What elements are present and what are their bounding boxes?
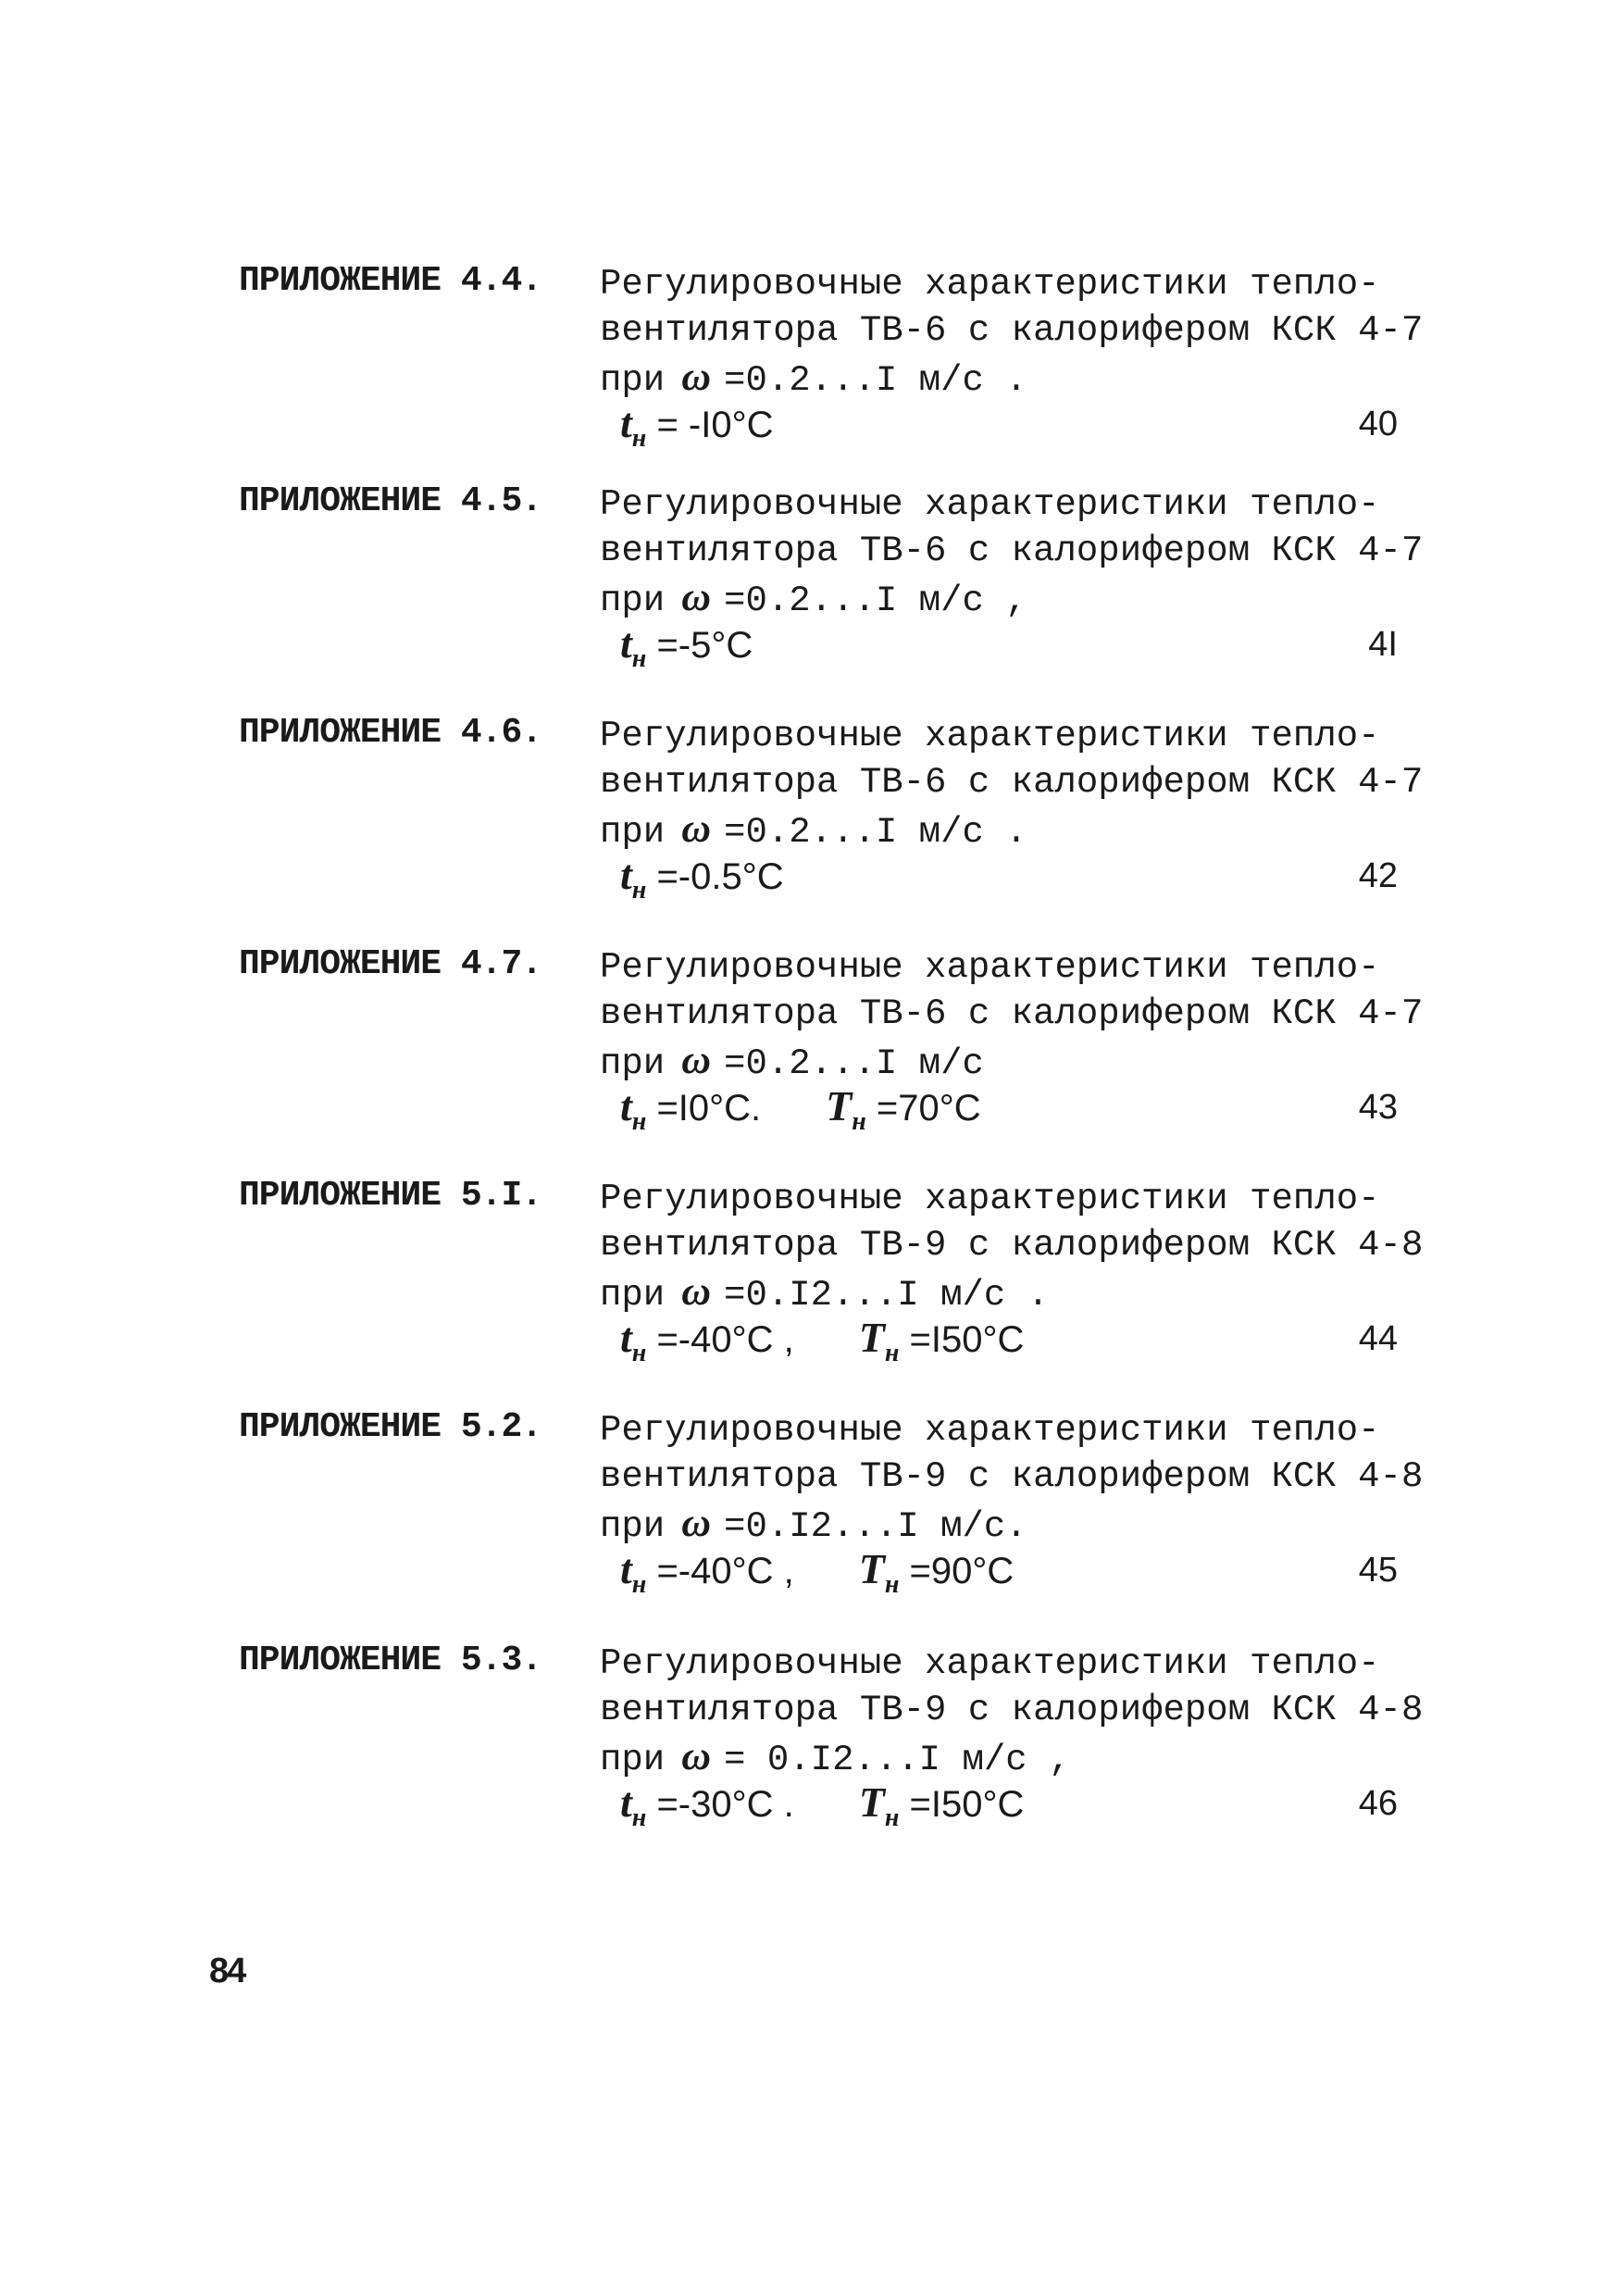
t-subscript: н	[631, 1339, 647, 1367]
omega-symbol: ω	[681, 1500, 712, 1545]
description-line-2: вентилятора ТВ-6 с калорифером КСК 4-7	[600, 310, 1424, 351]
page-number: 43	[1358, 1088, 1398, 1127]
condition-line	[600, 805, 1423, 852]
appendix-label: ПРИЛОЖЕНИЕ 5.3.	[239, 1641, 542, 1680]
T-subscript: н	[852, 1107, 866, 1136]
description-line-2: вентилятора ТВ-6 с калорифером КСК 4-7	[600, 762, 1424, 803]
t-value: = -I0°C	[646, 405, 774, 445]
page-number: 45	[1358, 1551, 1398, 1590]
description-line-2: вентилятора ТВ-9 с калорифером КСК 4-8	[600, 1690, 1424, 1730]
t-symbol: t	[620, 1778, 632, 1826]
speed-range: =0.I2...I м/с.	[724, 1506, 1027, 1547]
t-subscript: н	[631, 876, 647, 905]
entry-description	[600, 944, 1424, 1136]
omega-symbol: ω	[681, 1268, 712, 1314]
T-symbol: T	[858, 1545, 885, 1592]
t-symbol: t	[620, 1314, 632, 1361]
omega-symbol: ω	[681, 1733, 712, 1778]
t-value: =-30°C .	[646, 1784, 794, 1825]
temperature-line	[600, 399, 1423, 453]
T-symbol: T	[858, 1314, 885, 1361]
T-subscript: н	[884, 1570, 900, 1599]
condition-line	[600, 1268, 1423, 1315]
t-symbol: t	[620, 1082, 632, 1129]
t-value: =I0°C.	[646, 1088, 762, 1129]
t-symbol: t	[620, 1545, 632, 1592]
t-value: =-40°C ,	[646, 1551, 794, 1591]
speed-range: = 0.I2...I м/с ,	[724, 1740, 1071, 1780]
description-line-2: вентилятора ТВ-9 с калорифером КСК 4-8	[600, 1225, 1424, 1266]
speed-range: =0.2...I м/с .	[724, 360, 1027, 401]
toc-entry-4-4	[0, 261, 1618, 453]
T-symbol: T	[826, 1082, 853, 1129]
entry-description	[600, 261, 1424, 453]
pri-word: при	[600, 360, 666, 401]
description-line-1: Регулировочные характеристики тепло-	[600, 1410, 1380, 1451]
description-line-2: вентилятора ТВ-6 с калорифером КСК 4-7	[600, 530, 1424, 571]
T-symbol: T	[858, 1778, 885, 1826]
toc-entry-5-1	[0, 1176, 1618, 1367]
temperature-line	[600, 1314, 1423, 1367]
description-line-1: Регулировочные характеристики тепло-	[600, 1179, 1380, 1219]
page-number: 44	[1358, 1319, 1398, 1358]
toc-entry-4-7	[0, 944, 1618, 1136]
speed-range: =0.2...I м/с	[724, 1043, 984, 1084]
toc-entry-4-6	[0, 713, 1618, 905]
t-symbol: t	[620, 399, 632, 446]
T-value: =I50°C	[899, 1319, 1025, 1360]
omega-symbol: ω	[681, 805, 712, 851]
condition-line	[600, 354, 1423, 400]
temperature-line	[600, 1082, 1423, 1136]
entry-description	[600, 481, 1424, 673]
t-value: =-0.5°C	[646, 856, 784, 897]
appendix-label: ПРИЛОЖЕНИЕ 4.4.	[239, 261, 542, 301]
T-subscript: н	[884, 1339, 900, 1367]
page-number: 4I	[1368, 625, 1398, 664]
description-line-2: вентилятора ТВ-6 с калорифером КСК 4-7	[600, 993, 1424, 1034]
temperature-line	[600, 851, 1423, 905]
speed-range: =0.2...I м/с ,	[724, 580, 1027, 621]
entry-description	[600, 713, 1424, 905]
entry-description	[600, 1641, 1424, 1832]
T-value: =I50°C	[899, 1784, 1025, 1825]
t-subscript: н	[631, 1803, 647, 1832]
temperature-line	[600, 619, 1423, 673]
temperature-line	[600, 1545, 1423, 1599]
condition-line	[600, 1037, 1423, 1083]
t-value: =-5°C	[646, 625, 753, 666]
appendix-label: ПРИЛОЖЕНИЕ 4.7.	[239, 944, 542, 984]
temperature-line	[600, 1778, 1423, 1832]
omega-symbol: ω	[681, 354, 712, 399]
t-value: =-40°C ,	[646, 1319, 794, 1360]
appendix-label: ПРИЛОЖЕНИЕ 4.6.	[239, 713, 542, 753]
pri-word: при	[600, 1275, 666, 1316]
T-value: =90°C	[899, 1551, 1014, 1591]
appendix-label: ПРИЛОЖЕНИЕ 5.2.	[239, 1407, 542, 1447]
t-subscript: н	[631, 1570, 647, 1599]
entry-description	[600, 1407, 1424, 1599]
page-number: 40	[1358, 405, 1398, 443]
toc-entry-5-2	[0, 1407, 1618, 1599]
appendix-label: ПРИЛОЖЕНИЕ 4.5.	[239, 481, 542, 521]
pri-word: при	[600, 1043, 666, 1084]
t-subscript: н	[631, 1107, 647, 1136]
condition-line	[600, 1500, 1423, 1546]
appendix-label: ПРИЛОЖЕНИЕ 5.I.	[239, 1176, 542, 1216]
condition-line	[600, 1733, 1423, 1779]
condition-line	[600, 574, 1423, 620]
t-symbol: t	[620, 619, 632, 667]
description-line-2: вентилятора ТВ-9 с калорифером КСК 4-8	[600, 1456, 1424, 1497]
T-subscript: н	[884, 1803, 900, 1832]
pri-word: при	[600, 1740, 666, 1780]
folio-page-number: 84	[209, 1952, 245, 1990]
t-subscript: н	[631, 644, 647, 673]
pri-word: при	[600, 580, 666, 621]
omega-symbol: ω	[681, 574, 712, 619]
pri-word: при	[600, 1506, 666, 1547]
T-value: =70°C	[865, 1088, 981, 1129]
description-line-1: Регулировочные характеристики тепло-	[600, 264, 1380, 305]
toc-entry-5-3	[0, 1641, 1618, 1832]
page-number: 46	[1358, 1784, 1398, 1823]
toc-entry-4-5	[0, 481, 1618, 673]
t-subscript: н	[631, 424, 647, 453]
omega-symbol: ω	[681, 1037, 712, 1082]
t-symbol: t	[620, 851, 632, 898]
speed-range: =0.I2...I м/с .	[724, 1275, 1050, 1316]
entry-description	[600, 1176, 1424, 1367]
pri-word: при	[600, 812, 666, 853]
description-line-1: Регулировочные характеристики тепло-	[600, 484, 1380, 525]
description-line-1: Регулировочные характеристики тепло-	[600, 947, 1380, 988]
description-line-1: Регулировочные характеристики тепло-	[600, 716, 1380, 756]
speed-range: =0.2...I м/с .	[724, 812, 1027, 853]
page-number: 42	[1358, 856, 1398, 895]
description-line-1: Регулировочные характеристики тепло-	[600, 1643, 1380, 1684]
